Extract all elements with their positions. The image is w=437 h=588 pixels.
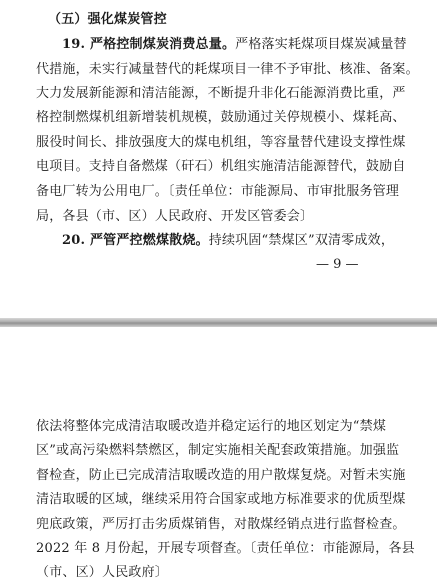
body-line: 2022 年 8 月份起，开展专项督查。〔责任单位：市能源局，各县 [36, 541, 415, 556]
body-line: 督检查，防止已完成清洁取暖改造的用户散煤复烧。对暂未实施 [36, 468, 406, 483]
item-19-first-line-text: 严格落实耗煤项目煤炭减量替 [235, 37, 407, 52]
page-number: — 9 — [316, 257, 359, 272]
item-19-title: 19. 严格控制煤炭消费总量。 [62, 37, 236, 52]
body-line: 备电厂转为公用电厂。〔责任单位：市能源局、市审批服务管理 [36, 184, 400, 199]
section-heading: （五）强化煤炭管控 [48, 12, 167, 27]
item-20-title: 20. 严管严控燃煤散烧。 [62, 233, 209, 248]
document-page-bottom [0, 327, 437, 588]
item-20-first-line-text: 持续巩固“禁煤区”双清零成效， [208, 233, 395, 248]
body-line: 电项目。支持自备燃煤（矸石）机组实施清洁能源替代，鼓励自 [36, 159, 406, 174]
body-line: 代措施，未实行减量替代的耗煤项目一律不予审批、核准、备案。 [36, 62, 419, 77]
body-line: 局，各县（市、区）人民政府、开发区管委会〕 [36, 209, 314, 224]
body-line: 格控制燃煤机组新增装机规模，鼓励通过关停规模小、煤耗高、 [36, 110, 406, 125]
body-line: 清洁取暖的区域，继续采用符合国家或地方标准要求的优质型煤 [36, 492, 406, 507]
body-line: （市、区）人民政府〕 [36, 565, 169, 580]
body-line: 兜底政策，严厉打击劣质煤销售，对散煤经销点进行监督检查。 [36, 517, 406, 532]
body-line: 服役时间长、排放强度大的煤电机组，等容量替代建设支撑性煤 [36, 135, 406, 150]
item-20-first-line [62, 233, 394, 249]
page-divider [0, 318, 437, 327]
item-19-first-line [62, 37, 407, 53]
body-line: 区”或高污染燃料禁燃区，制定实施相关配套政策措施。加强监 [36, 443, 400, 458]
body-line: 大力发展新能源和清洁能源，不断提升非化石能源消费比重，严 [36, 86, 406, 101]
body-line: 依法将整体完成清洁取暖改造并稳定运行的地区划定为“禁煤 [36, 419, 387, 434]
